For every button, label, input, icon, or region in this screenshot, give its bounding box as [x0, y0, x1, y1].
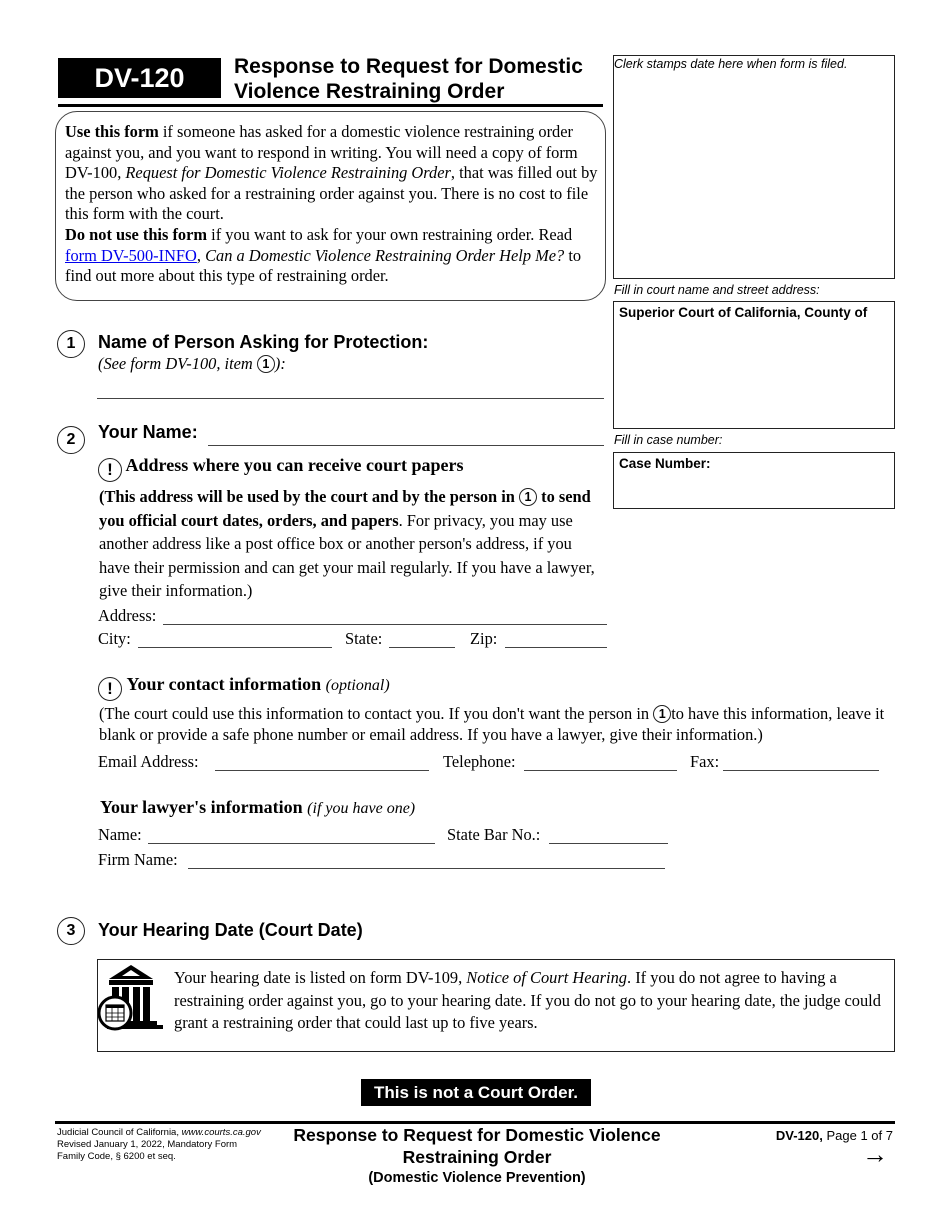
contact-instr-a: (The court could use this information to contact you. If you don't want the person in — [99, 704, 654, 723]
state-field[interactable] — [389, 631, 455, 648]
lawyer-name-label: Name: — [98, 825, 142, 844]
footer-title-line1: Response to Request for Domestic Violence — [293, 1125, 661, 1145]
fax-field[interactable] — [723, 754, 879, 771]
intro-text-a: if someone has asked for a domestic violence restraining order against you, and you want to respond in writing. You will need a copy of form DV-100, — [65, 122, 578, 183]
contact-instructions — [99, 703, 889, 745]
address-field[interactable] — [163, 608, 607, 625]
email-label: Email Address: — [98, 752, 199, 771]
intro-dv100-title: Request for Domestic Violence Restraining Order — [125, 163, 451, 183]
item-1-subtext — [98, 354, 286, 374]
intro-text-d: , — [196, 245, 206, 265]
firm-name-label: Firm Name: — [98, 850, 178, 869]
fax-label: Fax: — [690, 752, 720, 771]
dv500-info-link[interactable]: form DV-500-INFO — [65, 245, 197, 265]
form-title — [234, 54, 604, 104]
contact-section-heading — [98, 674, 390, 701]
firm-name-field[interactable] — [188, 852, 665, 869]
address-instr-rest: . For privacy, you may use another address like a post office box or another person's address, if you have their permission and can get your mail regularly. If you have a lawyer, give their information.) — [99, 510, 595, 600]
hearing-text-a: Your hearing date is listed on form DV-109, — [174, 968, 467, 987]
clerk-stamp-box[interactable] — [613, 55, 895, 279]
item-1-subtext-b: ): — [274, 354, 286, 373]
lawyer-section-heading — [100, 797, 415, 818]
city-label: City: — [98, 629, 131, 648]
not-court-order-banner: This is not a Court Order. — [361, 1079, 591, 1106]
lawyer-heading-note: (if you have one) — [307, 800, 416, 817]
telephone-field[interactable] — [524, 754, 677, 771]
address-label: Address: — [98, 606, 157, 625]
contact-heading-text: Your contact information — [126, 674, 322, 694]
protected-person-name-field[interactable] — [97, 381, 604, 399]
intro-text — [65, 122, 605, 287]
hearing-text-b: . If you do not agree to having a restraining order against you, go to your hearing date. If you do not go to your hearing date, the judge could grant a restraining order that could last up to five years. — [174, 968, 881, 1032]
footer-publisher-info — [57, 1127, 261, 1163]
footer-title-line2: Restraining Order — [402, 1147, 552, 1167]
case-number-hint: Fill in case number: — [614, 433, 723, 447]
footer-code: Family Code, § 6200 et seq. — [57, 1151, 176, 1162]
address-heading-text: Address where you can receive court papers — [125, 455, 464, 475]
intro-text-c: if you want to ask for your own restraining order. Read — [207, 224, 573, 244]
item-2-number: 2 — [57, 426, 85, 454]
footer-form-id: DV-120, — [775, 1128, 823, 1143]
city-field[interactable] — [138, 631, 332, 648]
case-number-label: Case Number: — [619, 456, 711, 471]
telephone-label: Telephone: — [443, 752, 516, 771]
header-rule — [58, 104, 603, 107]
address-instr-bold-b: to send you official court dates, orders, and papers — [99, 487, 591, 530]
court-name-hint: Fill in court name and street address: — [614, 283, 820, 297]
item-ref-number: 1 — [257, 355, 275, 373]
contact-heading-note: (optional) — [325, 677, 390, 694]
state-bar-label: State Bar No.: — [447, 825, 541, 844]
court-name-field[interactable] — [613, 301, 895, 429]
address-instructions — [99, 485, 599, 603]
footer-subtitle: (Domestic Violence Prevention) — [368, 1170, 586, 1186]
form-title-line1: Response to Request for Domestic — [234, 55, 583, 78]
clerk-stamp-label: Clerk stamps date here when form is filed. — [614, 57, 848, 71]
state-label: State: — [345, 629, 383, 648]
hearing-text — [174, 967, 886, 1035]
courthouse-calendar-icon — [98, 963, 164, 1033]
intro-text-e: to find out more about this type of restraining order. — [65, 245, 582, 286]
footer-revised: Revised January 1, 2022, Mandatory Form — [57, 1139, 238, 1150]
address-instr-bold-a: (This address will be used by the court and by the person in — [99, 487, 520, 506]
item-3-heading: Your Hearing Date (Court Date) — [98, 920, 363, 940]
item-ref-number: 1 — [653, 705, 671, 723]
item-2-heading: Your Name: — [98, 422, 198, 442]
state-bar-field[interactable] — [549, 827, 668, 844]
next-page-arrow-icon[interactable]: → — [862, 1139, 888, 1169]
your-name-field[interactable] — [208, 428, 604, 446]
footer-publisher-line1 — [57, 1127, 261, 1139]
exclamation-icon: ! — [98, 458, 122, 482]
hearing-dv109-title: Notice of Court Hearing — [466, 968, 627, 987]
footer-title — [270, 1124, 684, 1188]
intro-text-b: , that was filled out by the person who asked for a restraining order against you. There is no cost to file this form with the court. — [65, 163, 598, 224]
intro-use-bold: Use this form — [65, 122, 159, 141]
form-id-badge: DV-120 — [58, 58, 221, 98]
item-ref-number: 1 — [519, 488, 537, 506]
contact-instr-b: to have this information, leave it blank or provide a safe phone number or email address. If you have a lawyer, give their information.) — [99, 704, 885, 744]
court-name-label: Superior Court of California, County of — [619, 305, 868, 320]
footer-publisher: Judicial Council of California, — [57, 1127, 182, 1138]
item-1-subtext-a: (See form DV-100, item — [98, 354, 257, 373]
footer-url: www.courts.ca.gov — [181, 1127, 261, 1138]
intro-donot-bold: Do not use this form — [65, 224, 208, 244]
item-1-heading: Name of Person Asking for Protection: — [98, 332, 429, 352]
zip-field[interactable] — [505, 631, 607, 648]
item-1-number: 1 — [57, 330, 85, 358]
email-field[interactable] — [215, 754, 429, 771]
exclamation-icon: ! — [98, 677, 122, 701]
zip-label: Zip: — [470, 629, 498, 648]
lawyer-name-field[interactable] — [148, 827, 435, 844]
footer-page-number: Page 1 of 7 — [822, 1128, 893, 1143]
intro-dv500-title: Can a Domestic Violence Restraining Order Help Me? — [205, 245, 565, 265]
address-section-heading — [98, 455, 463, 482]
form-title-line2: Violence Restraining Order — [234, 80, 505, 103]
item-3-number: 3 — [57, 917, 85, 945]
lawyer-heading-text: Your lawyer's information — [100, 797, 303, 817]
